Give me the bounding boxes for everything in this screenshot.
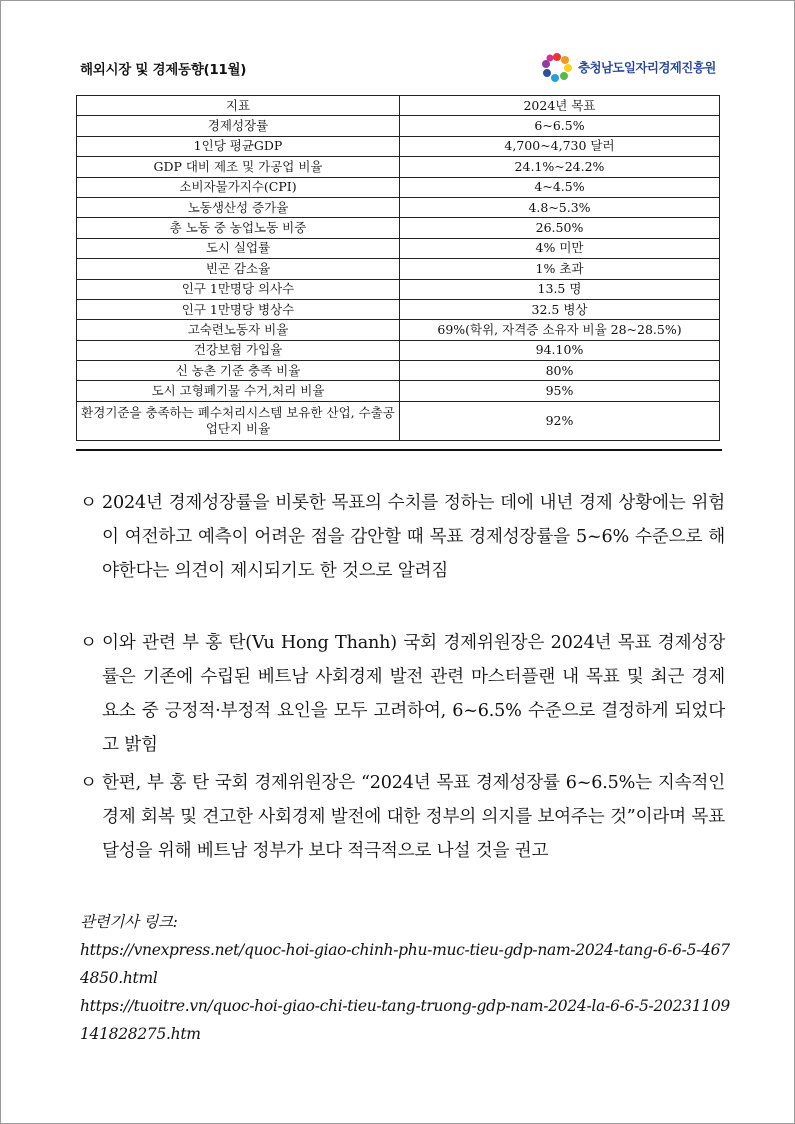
target-value-cell: 32.5 병상 (400, 299, 720, 319)
indicator-cell: 인구 1만명당 병상수 (77, 299, 400, 319)
table-row (77, 238, 720, 258)
paragraph-text: 이와 관련 부 홍 탄(Vu Hong Thanh) 국회 경제위원장은 2024년 목표 경제성장률은 기존에 수립된 베트남 사회경제 발전 관련 마스터플랜 내 목표 및 최근 경제 요소 중 긍정적·부정적 요인을 모두 고려하여, 6~6.5% 수준으로 결정하게 되었다고 밝힘 (102, 633, 725, 755)
paragraph-3 (80, 766, 725, 868)
paragraph-text: 2024년 경제성장률을 비롯한 목표의 수치를 정하는 데에 내년 경제 상황에는 위험이 여전하고 예측이 어려운 점을 감안할 때 목표 경제성장률을 5~6% 수준으로 해야한다는 의견이 제시되기도 한 것으로 알려짐 (102, 493, 725, 581)
page-header-title: 해외시장 및 경제동향(11월) (80, 62, 247, 78)
target-value-cell: 1% 초과 (400, 259, 720, 279)
target-value-cell: 69%(학위, 자격증 소유자 비율 28~28.5%) (400, 320, 720, 340)
table-row (77, 177, 720, 197)
indicator-cell: 경제성장률 (77, 116, 400, 136)
paragraph-text: 한편, 부 홍 탄 국회 경제위원장은 “2024년 목표 경제성장률 6~6.5%는 지속적인 경제 회복 및 견고한 사회경제 발전에 대한 정부의 의지를 보여주는 것”이라며 목표 달성을 위해 베트남 정부가 보다 적극적으로 나설 것을 권고 (102, 773, 725, 861)
indicator-cell: 신 농촌 기준 충족 비율 (77, 361, 400, 381)
indicator-cell: 총 노동 중 농업노동 비중 (77, 218, 400, 238)
table-row (77, 259, 720, 279)
target-value-cell: 80% (400, 361, 720, 381)
target-value-cell: 4% 미만 (400, 238, 720, 258)
table-row (77, 218, 720, 238)
table-row (77, 340, 720, 360)
indicator-cell: 건강보험 가입율 (77, 340, 400, 360)
flower-logo-icon (540, 52, 574, 82)
related-links-label: 관련기사 링크: (80, 913, 178, 931)
table-row (77, 157, 720, 177)
target-value-cell: 95% (400, 381, 720, 401)
bullet-marker: ㅇ (80, 633, 97, 653)
indicator-cell: 고숙련노동자 비율 (77, 320, 400, 340)
target-value-cell: 4.8~5.3% (400, 197, 720, 217)
target-value-cell: 13.5 명 (400, 279, 720, 299)
target-value-cell: 94.10% (400, 340, 720, 360)
table-row (77, 197, 720, 217)
target-value-cell: 4,700~4,730 달러 (400, 136, 720, 156)
table-header-cell: 지표 (77, 96, 400, 116)
target-value-cell: 92% (400, 401, 720, 440)
paragraph-1 (80, 486, 725, 588)
economic-targets-table (76, 95, 720, 441)
indicator-cell: GDP 대비 제조 및 가공업 비율 (77, 157, 400, 177)
table-row (77, 401, 720, 440)
article-link-1[interactable]: https://vnexpress.net/quoc-hoi-giao-chinh-phu-muc-tieu-gdp-nam-2024-tang-6-6-5-4674850.html (80, 941, 730, 987)
table-row (77, 136, 720, 156)
paragraph-2 (80, 626, 725, 762)
indicator-cell: 1인당 평균GDP (77, 136, 400, 156)
target-value-cell: 6~6.5% (400, 116, 720, 136)
table-bottom-rule (76, 449, 722, 451)
target-value-cell: 26.50% (400, 218, 720, 238)
table-row (77, 279, 720, 299)
bullet-marker: ㅇ (80, 773, 97, 793)
indicator-cell: 도시 고형폐기물 수거,처리 비율 (77, 381, 400, 401)
target-value-cell: 4~4.5% (400, 177, 720, 197)
table-row (77, 361, 720, 381)
indicator-cell: 소비자물가지수(CPI) (77, 177, 400, 197)
table-header-cell: 2024년 목표 (400, 96, 720, 116)
table-header-row (77, 96, 720, 116)
table-row (77, 299, 720, 319)
bullet-marker: ㅇ (80, 493, 97, 513)
indicator-cell: 인구 1만명당 의사수 (77, 279, 400, 299)
table-row (77, 320, 720, 340)
target-value-cell: 24.1%~24.2% (400, 157, 720, 177)
organization-name: 충청남도일자리경제진흥원 (578, 60, 716, 75)
indicator-cell: 도시 실업률 (77, 238, 400, 258)
article-link-2[interactable]: https://tuoitre.vn/quoc-hoi-giao-chi-tieu-tang-truong-gdp-nam-2024-la-6-6-5-20231109141828275.htm (80, 997, 730, 1043)
table-row (77, 381, 720, 401)
indicator-cell: 빈곤 감소율 (77, 259, 400, 279)
indicator-cell: 노동생산성 증가율 (77, 197, 400, 217)
organization-logo (540, 52, 716, 82)
indicator-cell: 환경기준을 충족하는 폐수처리시스템 보유한 산업, 수출공업단지 비율 (77, 401, 400, 440)
table-row (77, 116, 720, 136)
related-links (80, 908, 730, 1048)
